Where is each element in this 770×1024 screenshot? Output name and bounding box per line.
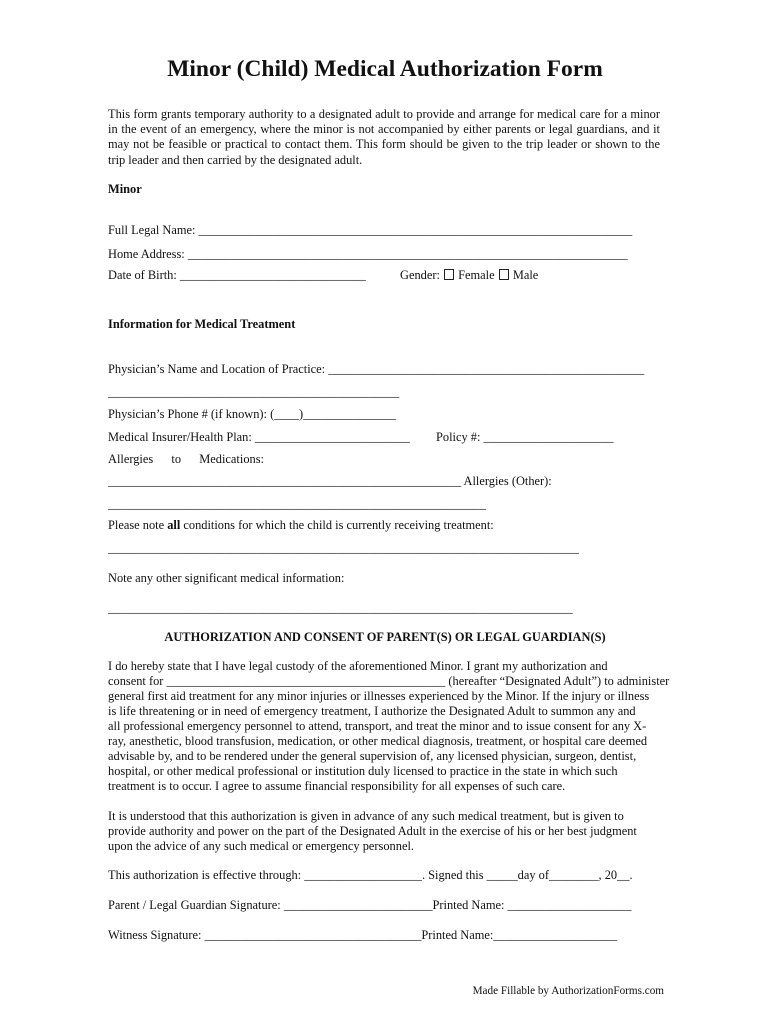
minor-heading: Minor xyxy=(108,182,142,196)
insurer-field[interactable]: Medical Insurer/Health Plan: _________________________ xyxy=(108,430,410,444)
auth-line-2[interactable]: consent for _____________________________________________ (hereafter “Designated Adult”) to administer xyxy=(108,674,670,688)
page-title: Minor (Child) Medical Authorization Form xyxy=(167,56,603,82)
auth-line-7: advisable by, and to be rendered under the general supervision of, any licensed physician, surgeon, dentist, xyxy=(108,749,637,763)
auth-line-6: ray, anesthetic, blood transfusion, medication, or other medical diagnosis, treatment, or hospital care deemed xyxy=(108,734,648,748)
auth2-line-3: upon the advice of any such medical or emergency personnel. xyxy=(108,839,414,853)
physician-field[interactable]: Physician’s Name and Location of Practice: ___________________________________________________ xyxy=(108,362,645,376)
auth-line-3: general first aid treatment for any minor injuries or illnesses experienced by the Minor. If the injury or illness xyxy=(108,689,650,703)
gender-label: Gender: xyxy=(400,268,440,282)
auth-line-4: is life threatening or in need of emergency treatment, I authorize the Designated Adult to summon any and xyxy=(108,704,636,718)
dob-field[interactable]: Date of Birth: ______________________________ xyxy=(108,268,366,282)
home-address-field[interactable]: Home Address: _______________________________________________________________________ xyxy=(108,247,628,261)
male-checkbox[interactable] xyxy=(499,269,509,280)
conditions-bold: all xyxy=(167,518,181,532)
female-checkbox[interactable] xyxy=(444,269,454,280)
male-label: Male xyxy=(512,268,539,282)
auth-line-9: treatment is to occur. I agree to assume financial responsibility for all expenses of such care. xyxy=(108,779,566,793)
auth2-line-1: It is understood that this authorization is given in advance of any such medical treatment, but is given to xyxy=(108,809,624,823)
female-label: Female xyxy=(458,268,495,282)
allergies-other-field[interactable]: _____________________________________________________________ xyxy=(108,497,486,511)
witness-signature-field[interactable]: Witness Signature: ___________________________________Printed Name:____________________ xyxy=(108,928,618,942)
physician-phone-field[interactable]: Physician’s Phone # (if known): (____)_______________ xyxy=(108,407,397,421)
conditions-label xyxy=(108,518,494,533)
auth-line-5: all professional emergency personnel to attend, transport, and treat the minor and to issue consent for any X- xyxy=(108,719,647,733)
parent-signature-field[interactable]: Parent / Legal Guardian Signature: ________________________Printed Name: ____________________ xyxy=(108,898,632,912)
other-info-field[interactable]: ___________________________________________________________________________ xyxy=(108,601,573,615)
allergies-medications-label xyxy=(108,452,264,467)
conditions-field[interactable]: ____________________________________________________________________________ xyxy=(108,541,579,555)
allergies-word: Allergies xyxy=(108,452,154,466)
physician-continued-field[interactable]: _______________________________________________ xyxy=(108,385,400,399)
other-info-label: Note any other significant medical information: xyxy=(108,571,345,585)
full-name-field[interactable]: Full Legal Name: ______________________________________________________________________ xyxy=(108,223,633,237)
auth-line-1: I do hereby state that I have legal custody of the aforementioned Minor. I grant my authorization and xyxy=(108,659,608,673)
auth-line-8: hospital, or other medical professional or institution duly licensed to practice in the state in which such xyxy=(108,764,618,778)
footer-credit: Made Fillable by AuthorizationForms.com xyxy=(472,985,664,997)
gender-group xyxy=(400,268,538,283)
auth2-line-2: provide authority and power on the part of the Designated Adult in the exercise of his or her best judgment xyxy=(108,824,637,838)
to-word: to xyxy=(171,452,182,466)
allergies-medications-field[interactable]: _________________________________________________________ Allergies (Other): xyxy=(108,474,552,488)
effective-through-field[interactable]: This authorization is effective through: ___________________. Signed this _____day of________, 20__. xyxy=(108,868,633,882)
conditions-post: conditions for which the child is currently receiving treatment: xyxy=(180,518,494,532)
intro-paragraph: This form grants temporary authority to a designated adult to provide and arrange for medical care for a minor in the event of an emergency, where the minor is not accompanied by either parents or legal guardians, and it may not be feasible or practical to contact them. This form should be given to the trip leader or shown to the trip leader and then carried by the designated adult. xyxy=(108,107,660,167)
medications-word: Medications: xyxy=(199,452,264,466)
conditions-pre: Please note xyxy=(108,518,168,532)
policy-field[interactable]: Policy #: _____________________ xyxy=(436,430,614,444)
medical-heading: Information for Medical Treatment xyxy=(108,317,296,331)
authorization-heading: AUTHORIZATION AND CONSENT OF PARENT(S) OR LEGAL GUARDIAN(S) xyxy=(164,630,606,644)
